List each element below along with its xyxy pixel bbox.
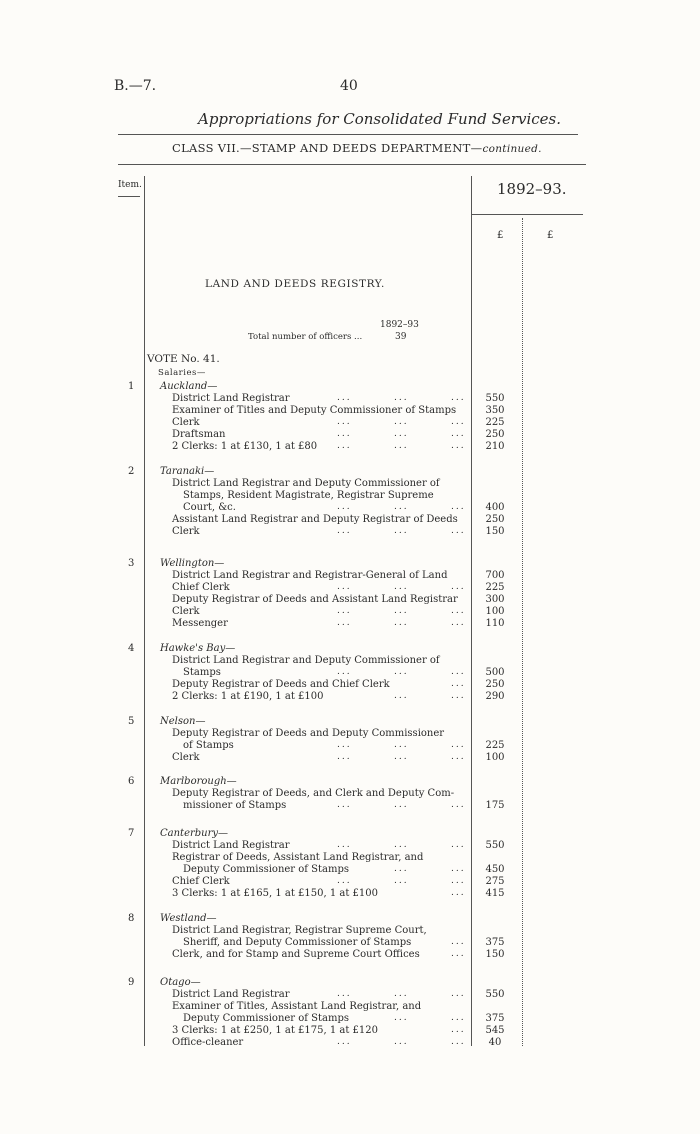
amount-value: 300 [485, 593, 505, 605]
leader-dots: ... [337, 428, 352, 439]
position-line: 2 Clerks: 1 at £130, 1 at £80 [172, 440, 318, 452]
leader-dots: ... [451, 1024, 466, 1035]
position-line: Deputy Registrar of Deeds and Assistant Land Registrar [172, 593, 458, 605]
position-line: Registrar of Deeds, Assistant Land Registrar, and [172, 851, 424, 863]
position-line: Deputy Registrar of Deeds and Chief Clerk [172, 678, 390, 690]
leader-dots: ... [394, 581, 409, 592]
amount-value: 210 [485, 440, 505, 452]
position-line: Draftsman [172, 428, 226, 440]
amount-value: 225 [485, 739, 505, 751]
position-line: Clerk, and for Stamp and Supreme Court Offices [172, 948, 420, 960]
leader-dots: ... [451, 501, 466, 512]
item-number: 1 [128, 381, 135, 392]
leader-dots: ... [451, 988, 466, 999]
position-line: District Land Registrar [172, 988, 290, 1000]
table-top-rule [118, 164, 586, 165]
amount-value: 250 [485, 678, 505, 690]
amount-column-divider [471, 176, 472, 1046]
position-line: Examiner of Titles and Deputy Commissioner of Stamps [172, 404, 457, 416]
leader-dots: ... [337, 581, 352, 592]
position-line: 2 Clerks: 1 at £190, 1 at £100 [172, 690, 324, 702]
position-line: Clerk [172, 605, 200, 617]
amount-value: 375 [485, 1012, 505, 1024]
position-line: Deputy Commissioner of Stamps [183, 863, 350, 875]
vote-heading: VOTE No. 41. [147, 353, 220, 365]
leader-dots: ... [451, 936, 466, 947]
position-line: Deputy Commissioner of Stamps [183, 1012, 350, 1024]
office-location: Nelson— [160, 716, 206, 727]
leader-dots: ... [337, 605, 352, 616]
position-line: Office-cleaner [172, 1036, 244, 1048]
leader-dots: ... [337, 1036, 352, 1047]
amount-value: 700 [485, 569, 505, 581]
item-header-rule [118, 196, 140, 197]
leader-dots: ... [394, 863, 409, 874]
position-line: Clerk [172, 751, 200, 763]
position-line: Examiner of Titles, Assistant Land Registrar, and [172, 1000, 422, 1012]
position-line: District Land Registrar and Deputy Commissioner of [172, 654, 440, 666]
leader-dots: ... [394, 839, 409, 850]
item-number: 7 [128, 828, 135, 839]
position-line: 3 Clerks: 1 at £165, 1 at £150, 1 at £100 [172, 887, 378, 899]
leader-dots: ... [394, 1012, 409, 1023]
leader-dots: ... [394, 525, 409, 536]
item-column-divider [144, 176, 145, 1046]
leader-dots: ... [394, 605, 409, 616]
leader-dots: ... [394, 739, 409, 750]
amount-value: 40 [488, 1036, 502, 1048]
item-number: 8 [128, 913, 135, 924]
leader-dots: ... [451, 666, 466, 677]
leader-dots: ... [451, 887, 466, 898]
leader-dots: ... [451, 839, 466, 850]
total-officers-label: Total number of officers ... [248, 332, 363, 342]
page-number: 40 [340, 78, 358, 94]
year-column-header: 1892–93. [497, 180, 567, 198]
amount-value: 290 [485, 690, 505, 702]
leader-dots: ... [337, 392, 352, 403]
leader-dots: ... [337, 666, 352, 677]
leader-dots: ... [394, 392, 409, 403]
position-line: District Land Registrar and Registrar-General of Land [172, 569, 448, 581]
leader-dots: ... [451, 1036, 466, 1047]
leader-dots: ... [394, 690, 409, 701]
leader-dots: ... [394, 416, 409, 427]
leader-dots: ... [337, 617, 352, 628]
leader-dots: ... [394, 875, 409, 886]
page-title: Appropriations for Consolidated Fund Services. [198, 110, 562, 128]
pound-sign-1: £ [497, 230, 504, 241]
amount-value: 110 [485, 617, 505, 629]
header-rule [118, 134, 578, 135]
item-number: 5 [128, 716, 135, 727]
leader-dots: ... [394, 440, 409, 451]
position-line: missioner of Stamps [183, 799, 287, 811]
leader-dots: ... [394, 617, 409, 628]
leader-dots: ... [451, 525, 466, 536]
leader-dots: ... [394, 1036, 409, 1047]
inner-amount-divider [522, 218, 523, 1046]
leader-dots: ... [451, 690, 466, 701]
amount-value: 150 [485, 948, 505, 960]
amount-value: 350 [485, 404, 505, 416]
leader-dots: ... [451, 605, 466, 616]
item-number: 6 [128, 776, 135, 787]
amount-value: 100 [485, 751, 505, 763]
leader-dots: ... [451, 617, 466, 628]
position-line: Messenger [172, 617, 228, 629]
leader-dots: ... [451, 428, 466, 439]
position-line: Stamps, Resident Magistrate, Registrar Supreme [183, 489, 434, 501]
position-line: District Land Registrar, Registrar Supreme Court, [172, 924, 427, 936]
office-location: Auckland— [160, 381, 218, 392]
amount-value: 225 [485, 416, 505, 428]
leader-dots: ... [337, 440, 352, 451]
amount-value: 250 [485, 513, 505, 525]
office-location: Otago— [160, 977, 201, 988]
leader-dots: ... [451, 863, 466, 874]
office-location: Canterbury— [160, 828, 229, 839]
amount-value: 450 [485, 863, 505, 875]
year-header-rule [471, 214, 583, 215]
leader-dots: ... [394, 501, 409, 512]
position-line: Court, &c. [183, 501, 236, 513]
leader-dots: ... [451, 799, 466, 810]
leader-dots: ... [451, 739, 466, 750]
pound-sign-2: £ [547, 230, 554, 241]
position-line: Chief Clerk [172, 875, 230, 887]
amount-value: 550 [485, 988, 505, 1000]
office-location: Westland— [160, 913, 217, 924]
leader-dots: ... [337, 416, 352, 427]
leader-dots: ... [451, 948, 466, 959]
amount-value: 100 [485, 605, 505, 617]
position-line: Deputy Registrar of Deeds, and Clerk and Deputy Com- [172, 787, 455, 799]
class-title: CLASS VII.—STAMP AND DEEDS DEPARTMENT—continued. [172, 141, 542, 155]
leader-dots: ... [337, 839, 352, 850]
leader-dots: ... [451, 1012, 466, 1023]
amount-value: 500 [485, 666, 505, 678]
position-line: District Land Registrar [172, 839, 290, 851]
amount-value: 400 [485, 501, 505, 513]
amount-value: 150 [485, 525, 505, 537]
leader-dots: ... [394, 666, 409, 677]
amount-value: 225 [485, 581, 505, 593]
item-number: 3 [128, 558, 135, 569]
office-location: Hawke's Bay— [160, 643, 236, 654]
amount-value: 175 [485, 799, 505, 811]
continued-label: continued. [482, 143, 542, 155]
leader-dots: ... [394, 988, 409, 999]
amount-value: 275 [485, 875, 505, 887]
position-line: Deputy Registrar of Deeds and Deputy Commissioner [172, 727, 445, 739]
position-line: Stamps [183, 666, 221, 678]
position-line: Sheriff, and Deputy Commissioner of Stamps [183, 936, 412, 948]
total-officers-value: 39 [395, 332, 407, 342]
leader-dots: ... [451, 416, 466, 427]
leader-dots: ... [337, 751, 352, 762]
amount-value: 415 [485, 887, 505, 899]
leader-dots: ... [337, 988, 352, 999]
leader-dots: ... [337, 525, 352, 536]
amount-value: 550 [485, 839, 505, 851]
position-line: 3 Clerks: 1 at £250, 1 at £175, 1 at £120 [172, 1024, 378, 1036]
item-number: 2 [128, 466, 135, 477]
position-line: District Land Registrar [172, 392, 290, 404]
position-line: Assistant Land Registrar and Deputy Registrar of Deeds [172, 513, 458, 525]
amount-value: 550 [485, 392, 505, 404]
leader-dots: ... [451, 440, 466, 451]
section-title: LAND AND DEEDS REGISTRY. [205, 278, 385, 290]
office-location: Taranaki— [160, 466, 215, 477]
salaries-heading: Salaries— [158, 368, 206, 378]
leader-dots: ... [394, 751, 409, 762]
leader-dots: ... [451, 392, 466, 403]
office-location: Wellington— [160, 558, 225, 569]
amount-value: 250 [485, 428, 505, 440]
office-location: Marlborough— [160, 776, 237, 787]
leader-dots: ... [337, 501, 352, 512]
leader-dots: ... [337, 799, 352, 810]
leader-dots: ... [451, 751, 466, 762]
total-officers-year: 1892–93 [380, 320, 419, 330]
position-line: Clerk [172, 416, 200, 428]
leader-dots: ... [394, 428, 409, 439]
document-reference: B.—7. [114, 78, 157, 94]
position-line: Chief Clerk [172, 581, 230, 593]
position-line: Clerk [172, 525, 200, 537]
position-line: of Stamps [183, 739, 234, 751]
amount-value: 545 [485, 1024, 505, 1036]
leader-dots: ... [394, 799, 409, 810]
position-line: District Land Registrar and Deputy Commissioner of [172, 477, 440, 489]
item-number: 9 [128, 977, 135, 988]
leader-dots: ... [451, 678, 466, 689]
item-column-header: Item. [118, 180, 142, 190]
item-number: 4 [128, 643, 135, 654]
amount-value: 375 [485, 936, 505, 948]
leader-dots: ... [337, 875, 352, 886]
leader-dots: ... [451, 581, 466, 592]
leader-dots: ... [337, 739, 352, 750]
leader-dots: ... [451, 875, 466, 886]
